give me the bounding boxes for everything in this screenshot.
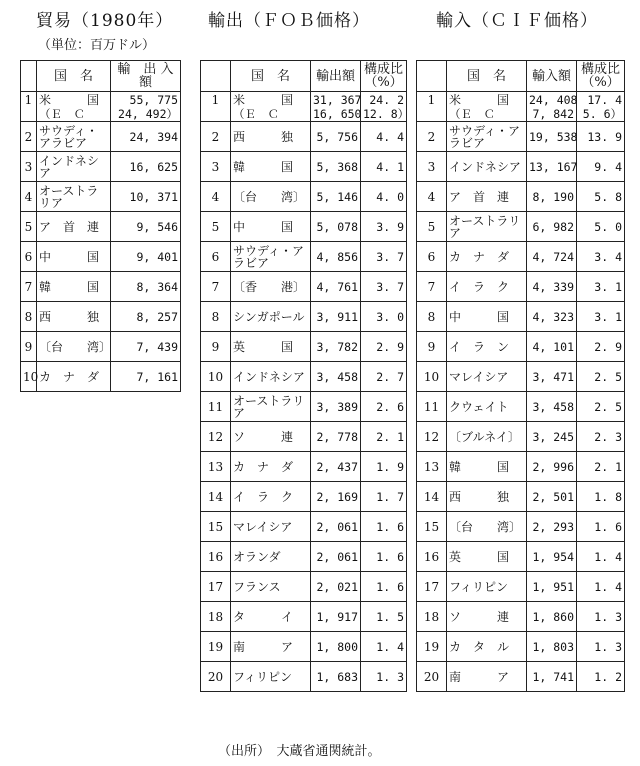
value-cell: 4, 323 (527, 302, 577, 332)
rank-cell: 5 (417, 212, 447, 242)
country-cell: イ ラ ク (231, 482, 311, 512)
rank-cell: 1 (21, 92, 37, 108)
country-cell: 西 独 (37, 302, 111, 332)
country-cell: （Ｅ Ｃ (447, 107, 527, 122)
share-cell: 3. 9 (361, 212, 407, 242)
rank-cell: 9 (201, 332, 231, 362)
value-cell: 4, 761 (311, 272, 361, 302)
rank-cell: 6 (417, 242, 447, 272)
value-cell: 8, 257 (111, 302, 181, 332)
value-cell: 2, 061 (311, 542, 361, 572)
table-row (21, 152, 181, 182)
share-cell: 1. 3 (577, 632, 625, 662)
value-cell: 2, 293 (527, 512, 577, 542)
imports-header-share: 構成比 （%） (577, 61, 625, 92)
rank-cell: 17 (417, 572, 447, 602)
share-cell: 12. 8） (361, 107, 407, 122)
country-cell: 西 独 (231, 122, 311, 152)
rank-cell (417, 107, 447, 122)
share-cell: 3. 4 (577, 242, 625, 272)
country-cell: 米 国 (231, 92, 311, 108)
country-cell: ソ 連 (447, 602, 527, 632)
table-row (417, 92, 625, 108)
share-cell: 1. 8 (577, 482, 625, 512)
table-row (21, 122, 181, 152)
country-cell: 〔ブルネイ〕 (447, 422, 527, 452)
rank-cell: 3 (417, 152, 447, 182)
country-cell: インドネシア (447, 152, 527, 182)
share-cell: 4. 1 (361, 152, 407, 182)
rank-cell: 4 (201, 182, 231, 212)
value-cell: 4, 339 (527, 272, 577, 302)
table-row (417, 242, 625, 272)
share-cell: 2. 1 (361, 422, 407, 452)
table-row (201, 272, 407, 302)
country-cell: 西 独 (447, 482, 527, 512)
table-row (21, 182, 181, 212)
rank-cell: 7 (417, 272, 447, 302)
share-cell: 5. 0 (577, 212, 625, 242)
country-cell: オランダ (231, 542, 311, 572)
table-row (417, 212, 625, 242)
exports-header-country: 国 名 (231, 61, 311, 92)
value-cell: 2, 169 (311, 482, 361, 512)
rank-cell: 18 (201, 602, 231, 632)
value-cell: 3, 389 (311, 392, 361, 422)
value-cell: 6, 982 (527, 212, 577, 242)
share-cell: 1. 4 (361, 632, 407, 662)
share-cell: 3. 7 (361, 272, 407, 302)
country-cell: カ ナ ダ (447, 242, 527, 272)
country-cell: シンガポール (231, 302, 311, 332)
value-cell: 1, 917 (311, 602, 361, 632)
value-cell: 24, 394 (111, 122, 181, 152)
rank-cell: 3 (21, 152, 37, 182)
rank-cell: 15 (417, 512, 447, 542)
value-cell: 2, 021 (311, 572, 361, 602)
share-cell: 1. 4 (577, 572, 625, 602)
value-cell: 16, 650 (311, 107, 361, 122)
value-cell: 1, 951 (527, 572, 577, 602)
share-cell: 4. 0 (361, 182, 407, 212)
rank-cell: 2 (21, 122, 37, 152)
share-cell: 1. 4 (577, 542, 625, 572)
table-row (201, 392, 407, 422)
country-cell: 〔台 湾〕 (231, 182, 311, 212)
imports-table-body (417, 92, 625, 692)
country-cell: サウディ・アラビア (447, 122, 527, 152)
rank-cell: 10 (417, 362, 447, 392)
table-row (21, 362, 181, 392)
value-cell: 3, 471 (527, 362, 577, 392)
country-cell: 〔台 湾〕 (447, 512, 527, 542)
country-cell: カ ナ ダ (231, 452, 311, 482)
country-cell: ア 首 連 (37, 212, 111, 242)
trade-table-body (21, 92, 181, 392)
country-cell: 米 国 (447, 92, 527, 108)
table-row (201, 422, 407, 452)
rank-cell: 9 (417, 332, 447, 362)
value-cell: 2, 501 (527, 482, 577, 512)
country-cell: サウディ・アラビア (231, 242, 311, 272)
rank-cell: 2 (417, 122, 447, 152)
table-row (21, 332, 181, 362)
table-row (201, 512, 407, 542)
table-row (417, 272, 625, 302)
rank-cell: 18 (417, 602, 447, 632)
share-cell: 1. 6 (577, 512, 625, 542)
rank-cell: 13 (417, 452, 447, 482)
value-cell: 5, 146 (311, 182, 361, 212)
rank-cell: 9 (21, 332, 37, 362)
country-cell: （Ｅ Ｃ (231, 107, 311, 122)
country-cell: 韓 国 (37, 272, 111, 302)
table-row (201, 122, 407, 152)
table-row (417, 392, 625, 422)
imports-header-country: 国 名 (447, 61, 527, 92)
share-cell: 2. 6 (361, 392, 407, 422)
value-cell: 4, 101 (527, 332, 577, 362)
share-cell: 3. 1 (577, 272, 625, 302)
country-cell: 南 ア (447, 662, 527, 692)
share-cell: 2. 1 (577, 452, 625, 482)
table-row (21, 92, 181, 108)
rank-cell: 4 (417, 182, 447, 212)
share-cell: 1. 5 (361, 602, 407, 632)
value-cell: 2, 061 (311, 512, 361, 542)
rank-cell: 6 (21, 242, 37, 272)
table-row (417, 302, 625, 332)
rank-cell (21, 107, 37, 122)
rank-cell: 11 (201, 392, 231, 422)
exports-title: 輸出（ＦＯＢ価格） (208, 11, 370, 31)
value-cell: 55, 775 (111, 92, 181, 108)
share-cell: 13. 9 (577, 122, 625, 152)
table-row (201, 362, 407, 392)
table-row (201, 662, 407, 692)
country-cell: 英 国 (231, 332, 311, 362)
country-cell: タ イ (231, 602, 311, 632)
value-cell: 2, 437 (311, 452, 361, 482)
table-row (417, 602, 625, 632)
value-cell: 1, 800 (311, 632, 361, 662)
table-row (201, 302, 407, 332)
share-cell: 2. 5 (577, 392, 625, 422)
value-cell: 1, 954 (527, 542, 577, 572)
rank-cell: 2 (201, 122, 231, 152)
country-cell: 英 国 (447, 542, 527, 572)
country-cell: 中 国 (37, 242, 111, 272)
value-cell: 2, 778 (311, 422, 361, 452)
value-cell: 7, 842 (527, 107, 577, 122)
value-cell: 1, 803 (527, 632, 577, 662)
rank-cell: 5 (201, 212, 231, 242)
table-row (201, 452, 407, 482)
trade-table (20, 60, 187, 392)
table-row (417, 422, 625, 452)
table-row (417, 182, 625, 212)
share-cell: 4. 4 (361, 122, 407, 152)
rank-cell: 10 (21, 362, 37, 392)
trade-unit: （単位：百万ドル） (38, 38, 156, 53)
country-cell: イ ラ ン (447, 332, 527, 362)
country-cell: インドネシア (231, 362, 311, 392)
country-cell: 米 国 (37, 92, 111, 108)
value-cell: 1, 683 (311, 662, 361, 692)
exports-header-value: 輸出額 (311, 61, 361, 92)
imports-title: 輸入（ＣＩＦ価格） (436, 11, 598, 31)
country-cell: カ タ ル (447, 632, 527, 662)
share-cell: 1. 3 (361, 662, 407, 692)
table-row (21, 107, 181, 122)
share-cell: 2. 5 (577, 362, 625, 392)
trade-title: 貿易（1980年） (36, 11, 174, 31)
table-row (201, 92, 407, 108)
table-row (201, 632, 407, 662)
rank-cell: 4 (21, 182, 37, 212)
table-row (201, 212, 407, 242)
imports-header-rank (417, 61, 447, 92)
country-cell: カ ナ ダ (37, 362, 111, 392)
country-cell: マレイシア (447, 362, 527, 392)
value-cell: 4, 724 (527, 242, 577, 272)
table-row (417, 662, 625, 692)
trade-header-country: 国 名 (37, 61, 111, 92)
value-cell: 31, 367 (311, 92, 361, 108)
rank-cell: 1 (417, 92, 447, 108)
rank-cell: 19 (201, 632, 231, 662)
rank-cell: 7 (201, 272, 231, 302)
table-row (21, 212, 181, 242)
rank-cell: 8 (21, 302, 37, 332)
table-row (417, 512, 625, 542)
table-row (201, 542, 407, 572)
rank-cell: 1 (201, 92, 231, 108)
value-cell: 1, 741 (527, 662, 577, 692)
trade-header-row (21, 61, 181, 92)
value-cell: 8, 190 (527, 182, 577, 212)
table-row (417, 107, 625, 122)
table-row (201, 572, 407, 602)
share-cell: 1. 3 (577, 602, 625, 632)
rank-cell (201, 107, 231, 122)
trade-header-value: 輸 出 入 額 (111, 61, 181, 92)
value-cell: 5, 756 (311, 122, 361, 152)
table-row (417, 362, 625, 392)
value-cell: 3, 911 (311, 302, 361, 332)
table-row (201, 602, 407, 632)
share-cell: 3. 0 (361, 302, 407, 332)
share-cell: 1. 6 (361, 512, 407, 542)
rank-cell: 19 (417, 632, 447, 662)
country-cell: ソ 連 (231, 422, 311, 452)
exports-header-row (201, 61, 407, 92)
exports-header-share: 構成比 （%） (361, 61, 407, 92)
country-cell: 中 国 (231, 212, 311, 242)
rank-cell: 17 (201, 572, 231, 602)
value-cell: 9, 401 (111, 242, 181, 272)
share-cell: 1. 9 (361, 452, 407, 482)
rank-cell: 12 (417, 422, 447, 452)
country-cell: フランス (231, 572, 311, 602)
table-row (21, 272, 181, 302)
share-cell: 17. 4 (577, 92, 625, 108)
table-row (201, 482, 407, 512)
exports-table-body (201, 92, 410, 692)
table-row (201, 152, 407, 182)
country-cell: イ ラ ク (447, 272, 527, 302)
country-cell: マレイシア (231, 512, 311, 542)
trade-header-rank (21, 61, 37, 92)
country-cell: オーストラリア (37, 182, 111, 212)
country-cell: 韓 国 (231, 152, 311, 182)
table-row (201, 332, 407, 362)
value-cell: 3, 458 (311, 362, 361, 392)
share-cell: 1. 6 (361, 572, 407, 602)
imports-table (416, 60, 625, 692)
share-cell: 5. 6） (577, 107, 625, 122)
value-cell: 19, 538 (527, 122, 577, 152)
table-row (417, 152, 625, 182)
share-cell: 5. 8 (577, 182, 625, 212)
table-row (417, 332, 625, 362)
value-cell: 24, 492） (111, 107, 181, 122)
value-cell: 9, 546 (111, 212, 181, 242)
value-cell: 8, 364 (111, 272, 181, 302)
country-cell: クウェイト (447, 392, 527, 422)
rank-cell: 11 (417, 392, 447, 422)
share-cell: 1. 2 (577, 662, 625, 692)
table-row (417, 572, 625, 602)
country-cell: サウディ・アラビア (37, 122, 111, 152)
country-cell: フィリピン (231, 662, 311, 692)
share-cell: 2. 7 (361, 362, 407, 392)
country-cell: 南 ア (231, 632, 311, 662)
share-cell: 1. 6 (361, 542, 407, 572)
value-cell: 3, 782 (311, 332, 361, 362)
table-row (417, 542, 625, 572)
country-cell: 〔台 湾〕 (37, 332, 111, 362)
exports-table (200, 60, 410, 692)
table-row (21, 302, 181, 332)
table-row (201, 107, 407, 122)
country-cell: オーストラリア (231, 392, 311, 422)
share-cell: 3. 7 (361, 242, 407, 272)
table-row (417, 482, 625, 512)
table-row (201, 182, 407, 212)
rank-cell: 8 (201, 302, 231, 332)
country-cell: オーストラリア (447, 212, 527, 242)
table-row (201, 242, 407, 272)
imports-header-row (417, 61, 625, 92)
country-cell: インドネシア (37, 152, 111, 182)
value-cell: 3, 245 (527, 422, 577, 452)
value-cell: 16, 625 (111, 152, 181, 182)
value-cell: 5, 078 (311, 212, 361, 242)
country-cell: フィリピン (447, 572, 527, 602)
rank-cell: 8 (417, 302, 447, 332)
share-cell: 1. 7 (361, 482, 407, 512)
value-cell: 24, 408 (527, 92, 577, 108)
source-note: （出所） 大蔵省通関統計。 (218, 744, 381, 759)
exports-header-rank (201, 61, 231, 92)
rank-cell: 10 (201, 362, 231, 392)
rank-cell: 16 (201, 542, 231, 572)
share-cell: 2. 9 (361, 332, 407, 362)
rank-cell: 5 (21, 212, 37, 242)
share-cell: 2. 9 (577, 332, 625, 362)
share-cell: 2. 3 (577, 422, 625, 452)
country-cell: 韓 国 (447, 452, 527, 482)
value-cell: 7, 439 (111, 332, 181, 362)
value-cell: 5, 368 (311, 152, 361, 182)
rank-cell: 6 (201, 242, 231, 272)
value-cell: 1, 860 (527, 602, 577, 632)
table-row (417, 452, 625, 482)
country-cell: 〔香 港〕 (231, 272, 311, 302)
share-cell: 9. 4 (577, 152, 625, 182)
table-row (21, 242, 181, 272)
rank-cell: 16 (417, 542, 447, 572)
rank-cell: 13 (201, 452, 231, 482)
rank-cell: 20 (201, 662, 231, 692)
rank-cell: 20 (417, 662, 447, 692)
rank-cell: 14 (201, 482, 231, 512)
rank-cell: 12 (201, 422, 231, 452)
value-cell: 10, 371 (111, 182, 181, 212)
table-row (417, 122, 625, 152)
value-cell: 3, 458 (527, 392, 577, 422)
rank-cell: 3 (201, 152, 231, 182)
value-cell: 4, 856 (311, 242, 361, 272)
country-cell: （Ｅ Ｃ (37, 107, 111, 122)
rank-cell: 15 (201, 512, 231, 542)
value-cell: 13, 167 (527, 152, 577, 182)
country-cell: 中 国 (447, 302, 527, 332)
share-cell: 24. 2 (361, 92, 407, 108)
table-row (417, 632, 625, 662)
rank-cell: 14 (417, 482, 447, 512)
share-cell: 3. 1 (577, 302, 625, 332)
country-cell: ア 首 連 (447, 182, 527, 212)
value-cell: 2, 996 (527, 452, 577, 482)
rank-cell: 7 (21, 272, 37, 302)
imports-header-value: 輸入額 (527, 61, 577, 92)
value-cell: 7, 161 (111, 362, 181, 392)
